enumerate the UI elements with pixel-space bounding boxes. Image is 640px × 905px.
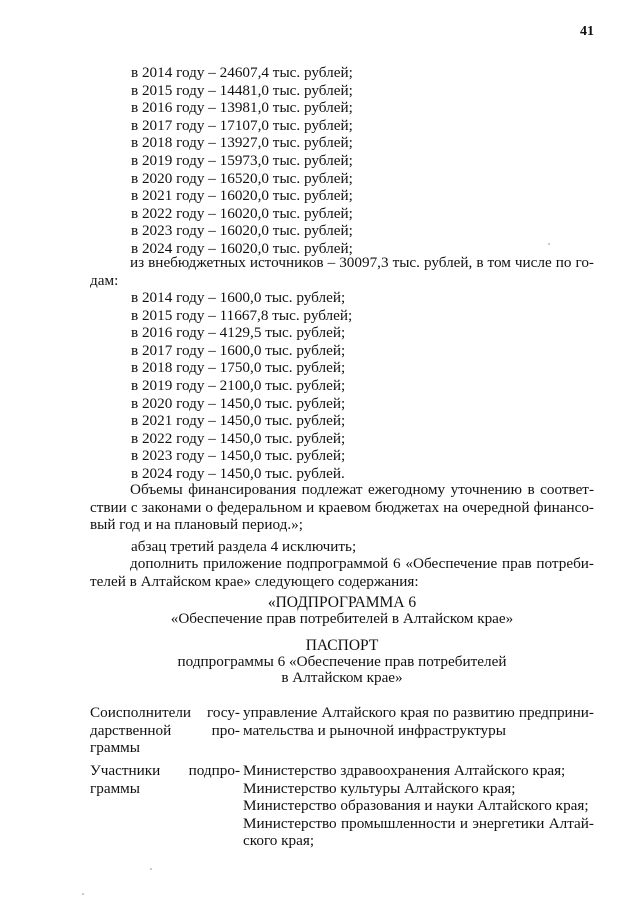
list-item: в 2015 году – 14481,0 тыс. рублей; xyxy=(131,81,353,99)
volumes-paragraph xyxy=(90,481,594,534)
paragraph-line: дополнить приложение подпрограммой 6 «Обеспечение прав потреби- xyxy=(130,555,594,572)
passport-title: ПАСПОРТ xyxy=(305,637,379,654)
value-line: ского края; xyxy=(243,832,315,850)
list-item: в 2022 году – 16020,0 тыс. рублей; xyxy=(131,204,353,222)
list-item: в 2017 году – 17107,0 тыс. рублей; xyxy=(131,116,353,134)
abzac-paragraph xyxy=(131,538,591,556)
value-line: Министерство промышленности и энергетики Алтай- xyxy=(243,814,594,832)
list-item: в 2016 году – 4129,5 тыс. рублей; xyxy=(131,324,346,342)
list-item: в 2023 году – 16020,0 тыс. рублей; xyxy=(131,222,353,240)
paragraph-line: дам: xyxy=(90,271,119,289)
list-item: в 2019 году – 15973,0 тыс. рублей; xyxy=(131,151,353,169)
list-item: в 2023 году – 1450,0 тыс. рублей; xyxy=(131,447,346,465)
list-item: в 2020 году – 16520,0 тыс. рублей; xyxy=(131,169,353,187)
value-line: Министерство здравоохранения Алтайского края; xyxy=(243,762,566,779)
row-label xyxy=(90,762,240,797)
extra-budget-year-list xyxy=(131,289,352,483)
subprogram-title: «ПОДПРОГРАММА 6 xyxy=(267,594,417,611)
list-item: в 2015 году – 11667,8 тыс. рублей; xyxy=(131,306,353,324)
list-item: в 2018 году – 13927,0 тыс. рублей; xyxy=(131,134,353,152)
paragraph-line: Объемы финансирования подлежат ежегодному уточнению в соответ- xyxy=(130,481,594,498)
label-line: дарственной про- xyxy=(90,721,240,739)
list-item: в 2020 году – 1450,0 тыс. рублей; xyxy=(131,394,346,412)
list-item: в 2014 году – 1600,0 тыс. рублей; xyxy=(131,289,346,306)
label-line: Участники подпро- xyxy=(90,762,240,779)
passport-subtitle-line: в Алтайском крае» xyxy=(281,669,403,686)
list-item: в 2021 году – 1450,0 тыс. рублей; xyxy=(131,412,346,430)
value-line: управление Алтайского края по развитию предприни- xyxy=(243,704,594,721)
paragraph-line: абзац третий раздела 4 исключить; xyxy=(131,538,357,555)
paragraph-line: из внебюджетных источников – 30097,3 тыс. рублей, в том числе по го- xyxy=(130,254,594,271)
list-item: в 2016 году – 13981,0 тыс. рублей; xyxy=(131,99,353,117)
budget-year-list xyxy=(131,64,353,258)
scan-speck xyxy=(150,868,152,870)
value-line: Министерство образования и науки Алтайского края; xyxy=(243,797,589,815)
label-line: Соисполнители госу- xyxy=(90,704,240,721)
scan-speck xyxy=(82,893,84,895)
list-item: в 2024 году – 1450,0 тыс. рублей. xyxy=(131,464,345,482)
list-item: в 2017 году – 1600,0 тыс. рублей; xyxy=(131,341,346,359)
row-value xyxy=(243,762,594,850)
passport-subtitle-line: подпрограммы 6 «Обеспечение прав потребителей xyxy=(177,653,507,670)
paragraph-line: ствии с законами о федеральном и краевом бюджетах на очередной финансо- xyxy=(90,498,594,516)
list-item: в 2022 году – 1450,0 тыс. рублей; xyxy=(131,429,346,447)
row-label xyxy=(90,704,240,757)
dopolnit-paragraph xyxy=(90,555,594,590)
scan-speck xyxy=(548,243,550,245)
value-line: Министерство культуры Алтайского края; xyxy=(243,779,516,797)
label-line: граммы xyxy=(90,739,140,757)
list-item: в 2021 году – 16020,0 тыс. рублей; xyxy=(131,187,353,205)
list-item: в 2024 году – 16020,0 тыс. рублей; xyxy=(131,239,353,257)
page-number: 41 xyxy=(580,24,594,39)
list-item: в 2014 году – 24607,4 тыс. рублей; xyxy=(131,64,353,81)
paragraph-line: вый год и на плановый период.»; xyxy=(90,516,303,534)
label-line: граммы xyxy=(90,779,140,797)
row-value xyxy=(243,704,594,739)
list-item: в 2019 году – 2100,0 тыс. рублей; xyxy=(131,376,346,394)
value-line: мательства и рыночной инфраструктуры xyxy=(243,721,506,739)
subprogram-subtitle: «Обеспечение прав потребителей в Алтайском крае» xyxy=(170,610,514,627)
paragraph-line: телей в Алтайском крае» следующего содержания: xyxy=(90,572,419,590)
extra-budget-intro xyxy=(90,254,594,289)
list-item: в 2018 году – 1750,0 тыс. рублей; xyxy=(131,359,346,377)
